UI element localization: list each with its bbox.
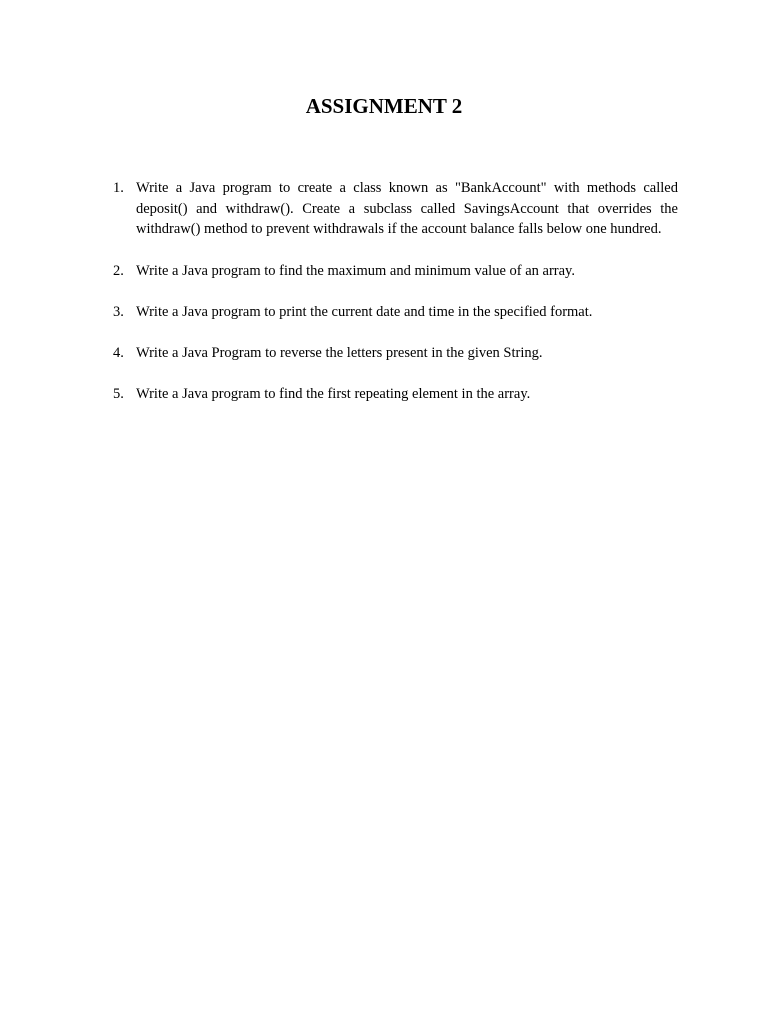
- assignment-title: ASSIGNMENT 2: [305, 94, 463, 118]
- question-number: 4.: [113, 344, 124, 361]
- question-number: 3.: [113, 303, 124, 320]
- question-item: [104, 302, 678, 323]
- question-number: 1.: [113, 180, 124, 196]
- question-item: [104, 261, 678, 282]
- question-list: [104, 178, 678, 425]
- question-item: [104, 384, 678, 405]
- question-text: Write a Java program to print the current date and time in the specified format.: [136, 303, 593, 320]
- question-text: Write a Java Program to reverse the letters present in the given String.: [136, 344, 543, 361]
- question-item: [104, 343, 678, 364]
- question-number: 5.: [113, 385, 124, 402]
- question-number: 2.: [113, 262, 124, 279]
- question-text: Write a Java program to create a class known as "BankAccount" with methods called deposit() and withdraw(). Create a subclass called SavingsAccount that overrides the withdraw() method to prevent withdrawals if the account balance falls below one hundred.: [136, 180, 678, 238]
- question-text: Write a Java program to find the maximum and minimum value of an array.: [136, 262, 575, 279]
- question-text: Write a Java program to find the first repeating element in the array.: [136, 385, 531, 402]
- question-item: [104, 178, 678, 240]
